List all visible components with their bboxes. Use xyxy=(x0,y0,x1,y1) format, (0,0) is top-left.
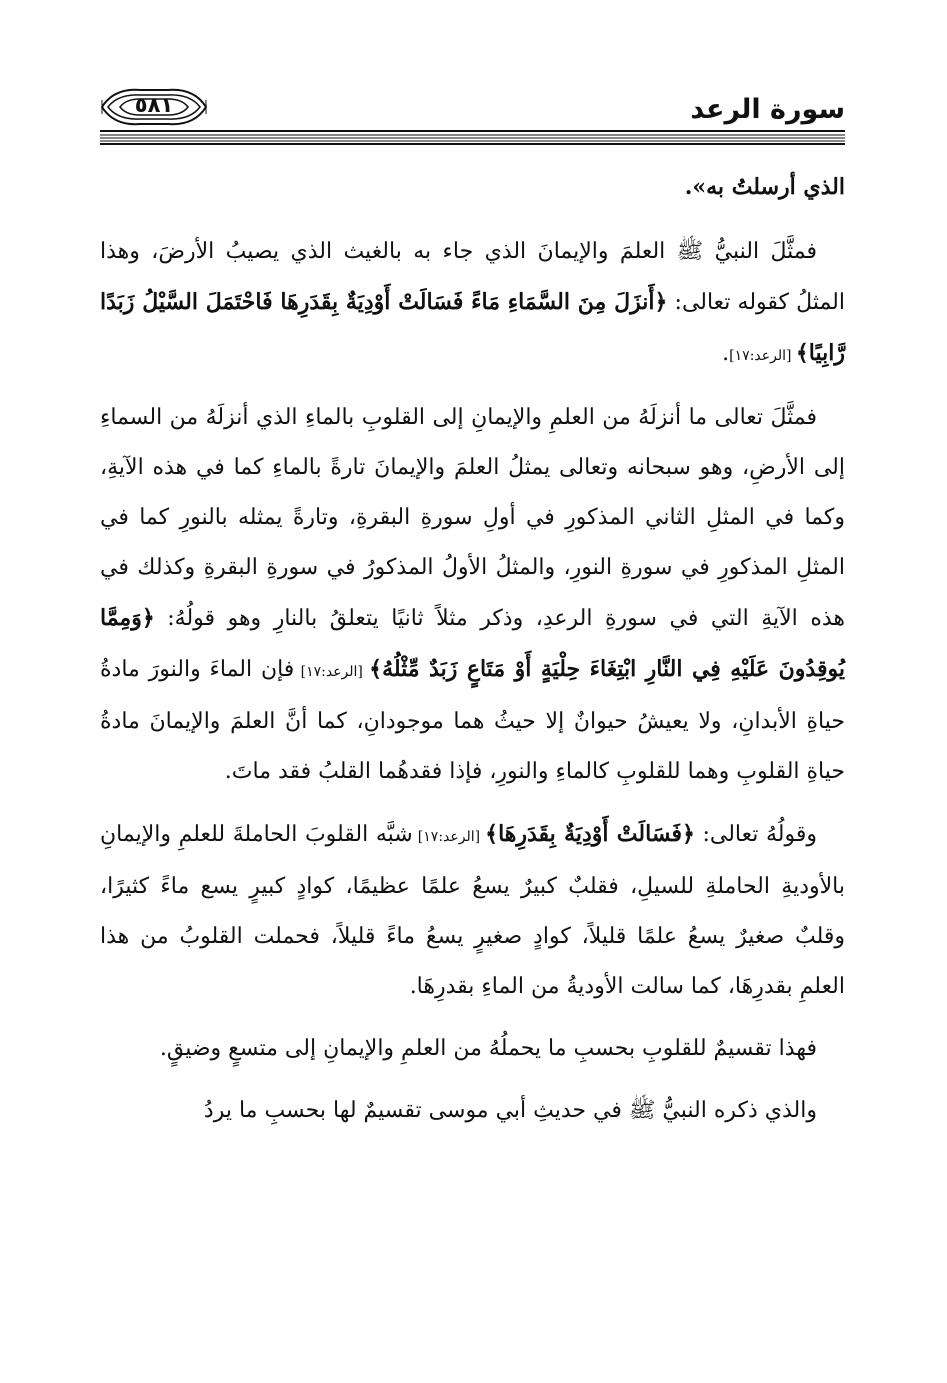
paragraph-text: شبَّه القلوبَ الحاملةَ للعلمِ والإيمانِ بالأوديةِ الحاملةِ للسيلِ، فقلبٌ كبيرٌ يسعُ علمًا عظيمًا، كوادٍ كبيرٍ يسع ماءً كثيرًا، وقلبٌ صغيرٌ يسعُ علمًا قليلاً، كوادٍ صغيرٍ يسعُ ماءً قليلاً، فحملت القلوبُ من هذا العلمِ بقدرِهَا، كما سالت الأوديةُ من الماءِ بقدرِهَا. xyxy=(100,822,845,999)
surah-title: سورة الرعد xyxy=(690,94,845,125)
paragraph-text: فمثَّلَ تعالى ما أنزلَهُ من العلمِ والإيمانِ إلى القلوبِ بالماءِ الذي أنزلَهُ من السماءِ إلى الأرضِ، وهو سبحانه وتعالى يمثلُ العلمَ والإيمانَ تارةً بالماءِ كما في هذه الآيةِ، وكما في المثلِ الثاني المذكورِ في أولِ سورةِ البقرةِ، وتارةً يمثله بالنورِ كما في المثلِ المذكورِ في سورةِ النورِ، والمثلُ الأولُ المذكورُ في سورةِ البقرةِ وكذلك في هذه الآيةِ التي في سورةِ الرعدِ، وذكر مثلاً ثانيًا يتعلقُ بالنارِ وهو قولُهُ: xyxy=(100,405,845,631)
paragraph-text: الذي أرسلتُ به». xyxy=(684,174,845,200)
page-number: ٥٨١ xyxy=(134,93,174,117)
paragraph xyxy=(100,1086,845,1136)
paragraph xyxy=(100,393,845,797)
quran-verse: ﴿وَمِمَّا يُوقِدُونَ عَلَيْهِ فِي النَّارِ ابْتِغَاءَ حِلْيَةٍ أَوْ مَتَاعٍ زَبَدٌ مِّثْلُهُ﴾ xyxy=(100,605,845,682)
paragraph-text: فمثَّلَ النبيُّ ﷺ العلمَ والإيمانَ الذي جاء به بالغيث الذي يصيبُ الأرضَ، وهذا المثلُ كقوله تعالى: xyxy=(100,239,845,315)
verse-citation: [الرعد:١٧] xyxy=(412,829,486,845)
paragraph-text: فإن الماءَ والنورَ مادةُ حياةِ الأبدانِ، ولا يعيشُ حيوانٌ إلا حيثُ هما موجودانِ، كما أنَّ العلمَ والإيمانَ مادةُ حياةِ القلوبِ وهما للقلوبِ كالماءِ والنورِ، فإذا فقدهُما القلبُ فقد ماتَ. xyxy=(100,657,845,784)
verse-citation: [الرعد:١٧] xyxy=(294,664,370,680)
page-body xyxy=(100,160,845,1340)
quran-verse: ﴿فَسَالَتْ أَوْدِيَةٌ بِقَدَرِهَا﴾ xyxy=(485,821,695,847)
paragraph-text: والذي ذكره النبيُّ ﷺ في حديثِ أبي موسى تقسيمٌ لها بحسبِ ما يردُ xyxy=(203,1098,817,1123)
paragraph-text: فهذا تقسيمٌ للقلوبِ بحسبِ ما يحملُهُ من العلمِ والإيمانِ إلى متسعٍ وضيقٍ. xyxy=(159,1036,817,1061)
paragraph xyxy=(100,160,845,215)
paragraph-text: . xyxy=(722,341,730,366)
header-divider xyxy=(100,130,845,146)
paragraph xyxy=(100,227,845,381)
paragraph-text: وقولُهُ تعالى: xyxy=(694,822,817,847)
page-number-badge xyxy=(100,86,208,128)
paragraph xyxy=(100,1024,845,1074)
page-header xyxy=(100,70,845,150)
verse-citation: [الرعد:١٧] xyxy=(729,348,796,364)
paragraph xyxy=(100,809,845,1012)
quran-verse: ﴿أَنزَلَ مِنَ السَّمَاءِ مَاءً فَسَالَتْ أَوْدِيَةٌ بِقَدَرِهَا فَاحْتَمَلَ السَّيْلُ زَبَدًا رَّابِيًا﴾ xyxy=(100,289,845,366)
